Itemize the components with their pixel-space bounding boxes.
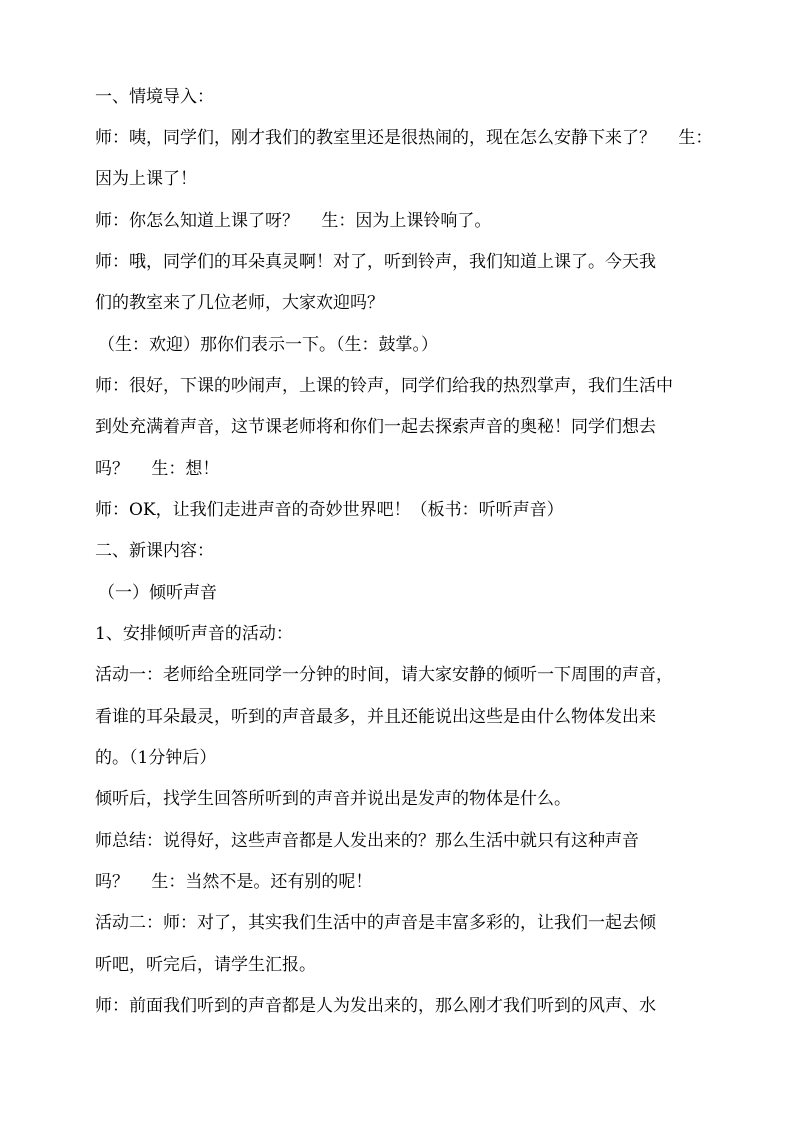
paragraph-line: 师：前面我们听到的声音都是人为发出来的，那么刚才我们听到的风声、水 bbox=[95, 996, 656, 1016]
paragraph-line: 师：你怎么知道上课了呀？ 生：因为上课铃响了。 bbox=[95, 211, 492, 231]
paragraph-line: 看谁的耳朵最灵，听到的声音最多，并且还能说出这些是由什么物体发出来 bbox=[95, 707, 656, 727]
subsection-heading: （一）倾听声音 bbox=[98, 583, 217, 603]
paragraph-line: 的。（1分钟后） bbox=[95, 748, 217, 768]
paragraph-line: 们的教室来了几位老师，大家欢迎吗？ bbox=[95, 293, 384, 313]
paragraph-line: 吗？ 生：想！ bbox=[95, 459, 220, 479]
paragraph-line: 师：很好，下课的吵闹声，上课的铃声，同学们给我的热烈掌声，我们生活中 bbox=[95, 376, 673, 396]
paragraph-line: 因为上课了！ bbox=[95, 169, 197, 189]
paragraph-line: 倾听后，找学生回答所听到的声音并说出是发声的物体是什么。 bbox=[95, 789, 571, 809]
paragraph-line: 师：咦，同学们，刚才我们的教室里还是很热闹的，现在怎么安静下来了？ 生： bbox=[95, 128, 713, 148]
section-heading: 一、情境导入： bbox=[95, 87, 214, 107]
list-heading: 1、安排倾听声音的活动： bbox=[95, 624, 293, 644]
paragraph-line: 吗？ 生：当然不是。还有别的呢！ bbox=[95, 872, 373, 892]
paragraph-line: 师：哦，同学们的耳朵真灵啊！对了，听到铃声，我们知道上课了。今天我 bbox=[95, 252, 656, 272]
paragraph-line: 师总结：说得好，这些声音都是人发出来的？那么生活中就只有这种声音 bbox=[95, 831, 639, 851]
paragraph-line: 到处充满着声音，这节课老师将和你们一起去探索声音的奥秘！同学们想去 bbox=[95, 417, 656, 437]
paragraph-line: 师：OK，让我们走进声音的奇妙世界吧！（板书：听听声音） bbox=[95, 500, 564, 520]
section-heading: 二、新课内容： bbox=[95, 541, 214, 561]
paragraph-line: 活动二：师：对了，其实我们生活中的声音是丰富多彩的，让我们一起去倾 bbox=[95, 913, 656, 933]
paragraph-line: （生：欢迎）那你们表示一下。（生：鼓掌。） bbox=[98, 335, 438, 355]
paragraph-line: 听吧，听完后，请学生汇报。 bbox=[95, 955, 316, 975]
paragraph-line: 活动一：老师给全班同学一分钟的时间，请大家安静的倾听一下周围的声音， bbox=[95, 665, 673, 685]
